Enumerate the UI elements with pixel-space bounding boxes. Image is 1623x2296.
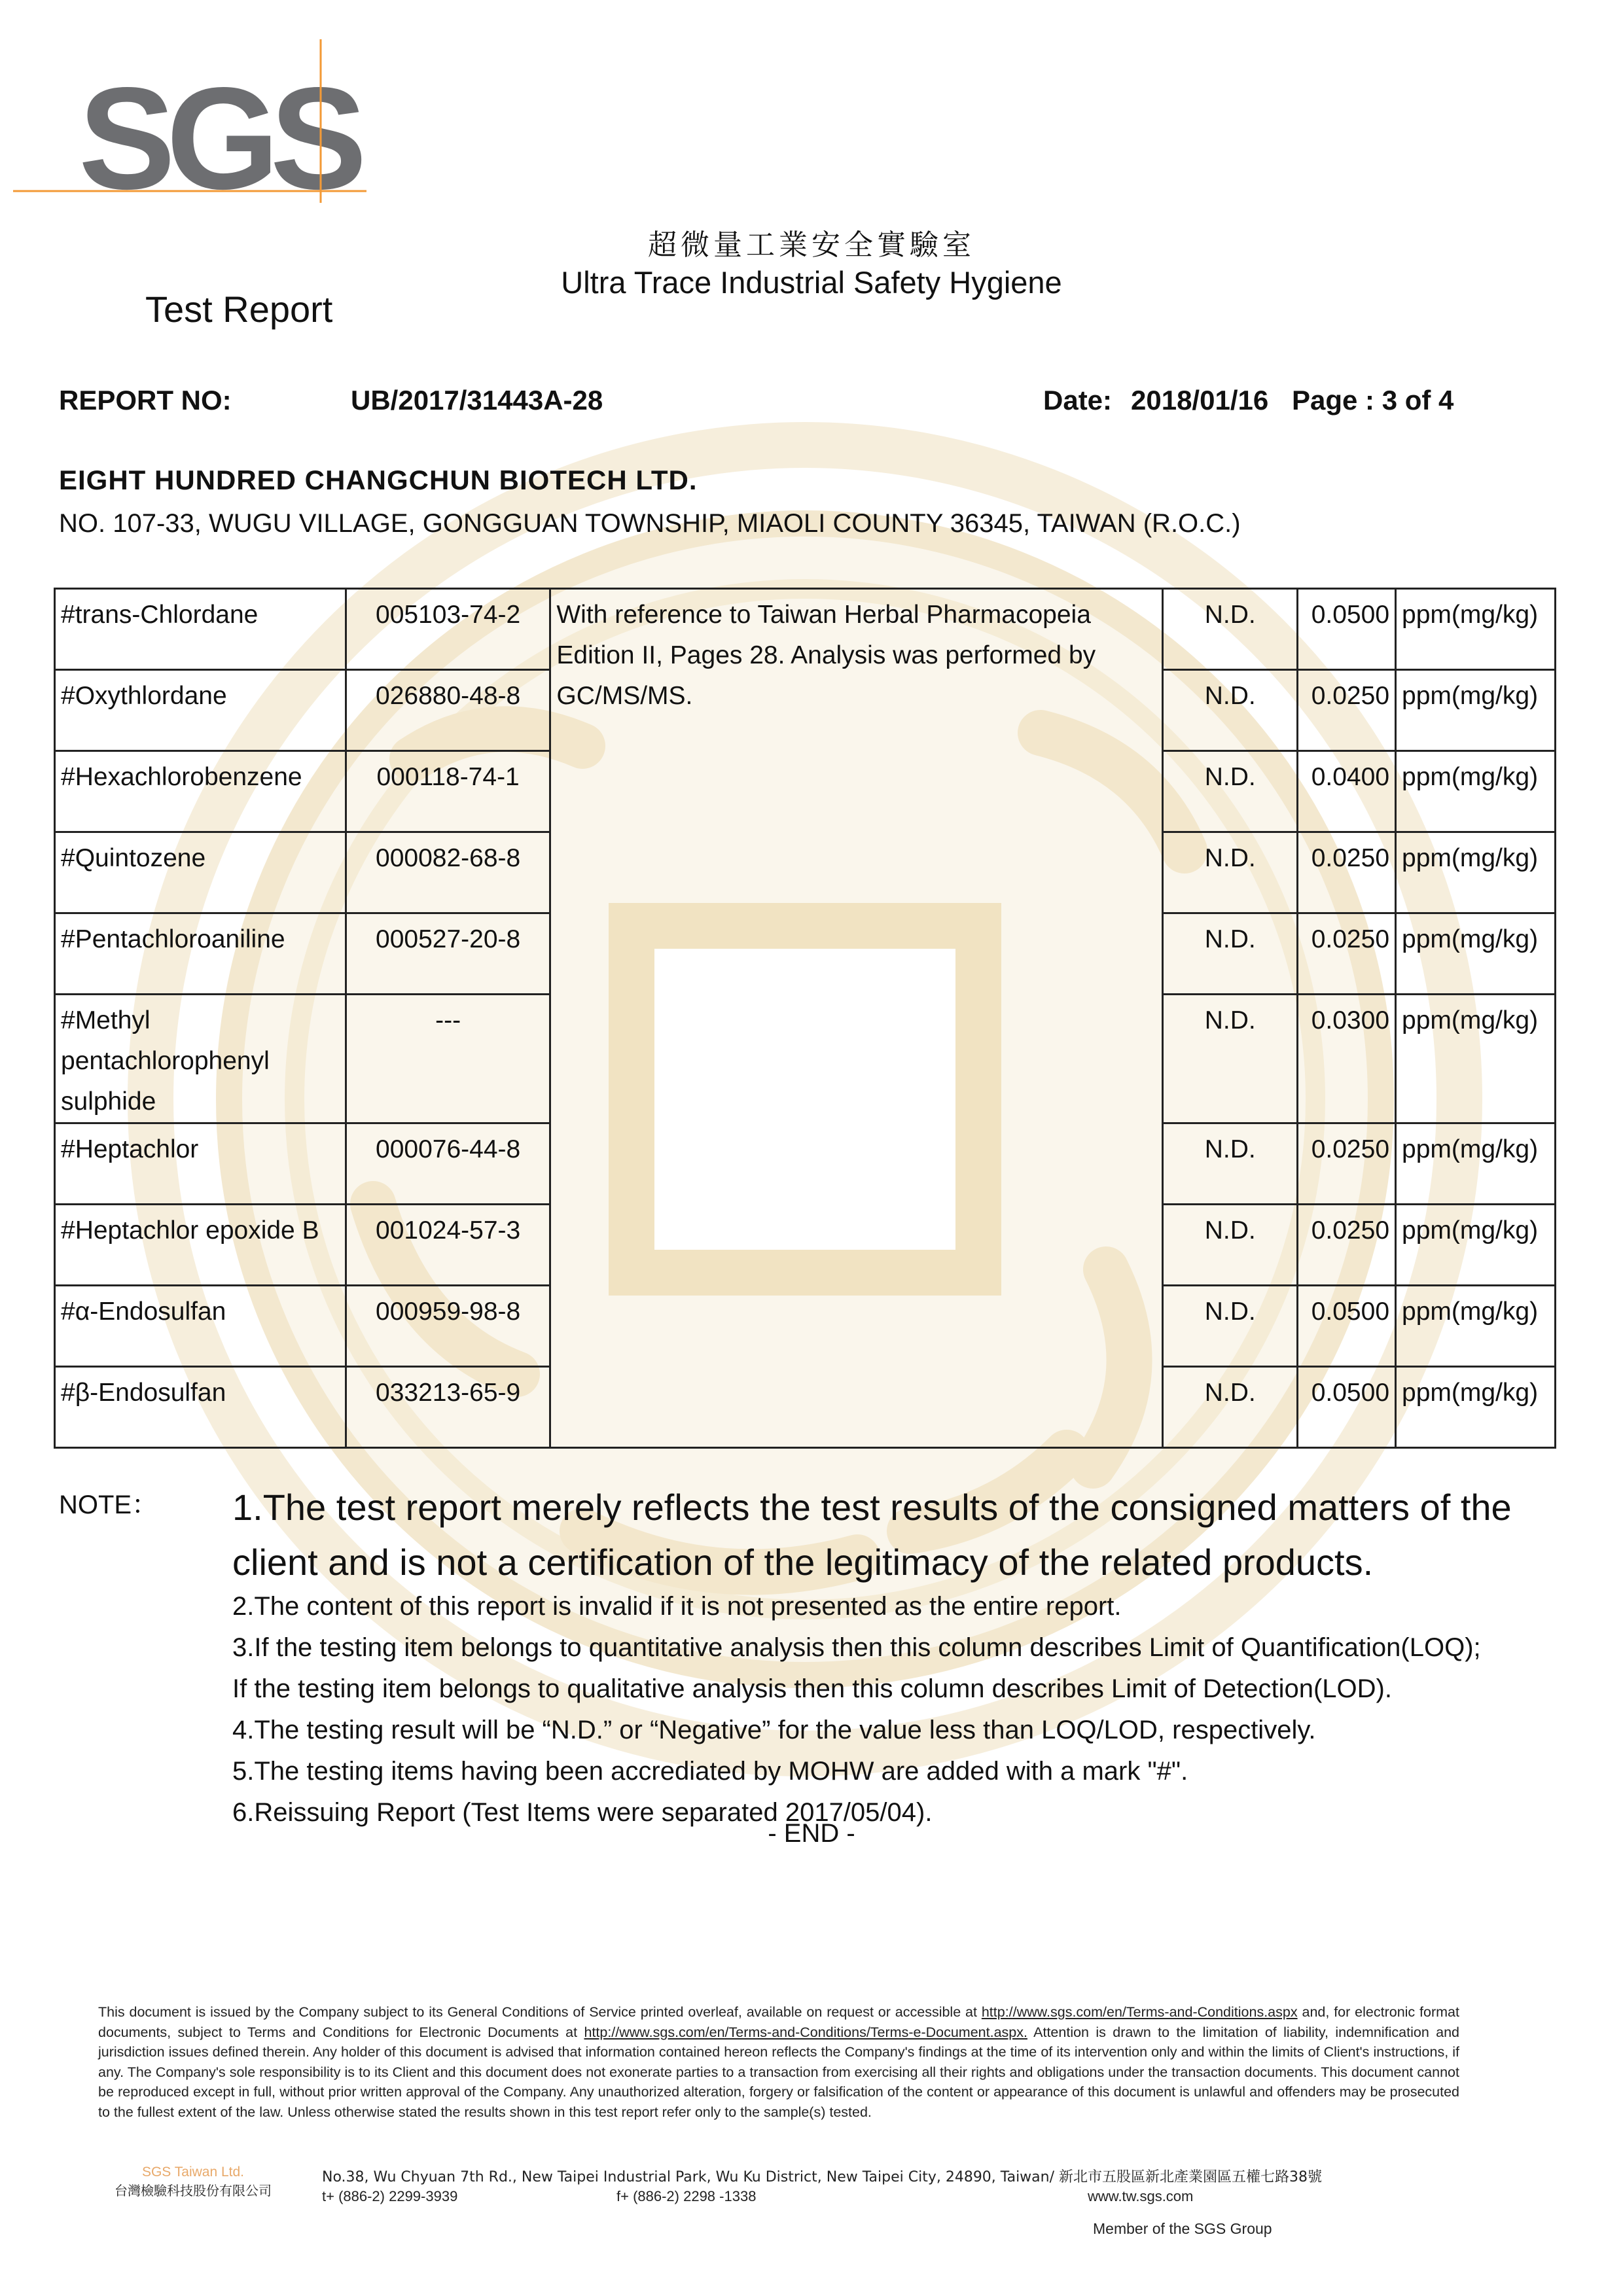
sgs-logo bbox=[13, 39, 380, 203]
limit-value: 0.0500 bbox=[1298, 1367, 1396, 1448]
cas-number: --- bbox=[346, 995, 550, 1123]
e-document-terms-link[interactable]: http://www.sgs.com/en/Terms-and-Conditions/Terms-e-Document.aspx. bbox=[584, 2024, 1027, 2040]
company-name-en: SGS Taiwan Ltd. bbox=[141, 2164, 245, 2180]
test-result: N.D. bbox=[1163, 913, 1298, 995]
test-item: #Methyl pentachlorophenyl sulphide bbox=[55, 995, 346, 1123]
cas-number: 000118-74-1 bbox=[346, 751, 550, 832]
test-result: N.D. bbox=[1163, 670, 1298, 751]
limit-value: 0.0250 bbox=[1298, 913, 1396, 995]
limit-value: 0.0250 bbox=[1298, 1123, 1396, 1205]
footer-address: No.38, Wu Chyuan 7th Rd., New Taipei Industrial Park, Wu Ku District, New Taipei City, 24890, Taiwan/ 新北市五股區新北產業園區五權七路38號 bbox=[322, 2169, 1323, 2185]
test-result: N.D. bbox=[1163, 1367, 1298, 1448]
test-result: N.D. bbox=[1163, 832, 1298, 913]
note-3a: 3.If the testing item belongs to quantitative analysis then this column describes Limit of Quantification(LOQ); bbox=[232, 1633, 1481, 1662]
footer-fax: f+ (886-2) 2298 -1338 bbox=[616, 2188, 757, 2204]
test-result: N.D. bbox=[1163, 1286, 1298, 1367]
cas-number: 026880-48-8 bbox=[346, 670, 550, 751]
test-result: N.D. bbox=[1163, 1205, 1298, 1286]
limit-value: 0.0500 bbox=[1298, 1286, 1396, 1367]
logo-text: SGS bbox=[79, 58, 358, 203]
legal-text-1: This document is issued by the Company subject to its General Conditions of Service printed overleaf, available on request or accessible at bbox=[98, 2004, 977, 2020]
page-indicator: Page : 3 of 4 bbox=[1292, 385, 1454, 415]
footer-tel: t+ (886-2) 2299-3939 bbox=[322, 2188, 458, 2204]
unit: ppm(mg/kg) bbox=[1396, 670, 1556, 751]
lab-name-chinese: 超微量工業安全實驗室 bbox=[648, 228, 975, 262]
test-method: With reference to Taiwan Herbal Pharmacopeia Edition II, Pages 28. Analysis was performed by GC/MS/MS. bbox=[550, 589, 1163, 1448]
test-result: N.D. bbox=[1163, 995, 1298, 1123]
cas-number: 000076-44-8 bbox=[346, 1123, 550, 1205]
test-item: #α-Endosulfan bbox=[55, 1286, 346, 1367]
unit: ppm(mg/kg) bbox=[1396, 751, 1556, 832]
test-item: #Heptachlor bbox=[55, 1123, 346, 1205]
company-name-zh: 台灣檢驗科技股份有限公司 bbox=[115, 2183, 272, 2199]
cas-number: 000082-68-8 bbox=[346, 832, 550, 913]
test-item: #Pentachloroaniline bbox=[55, 913, 346, 995]
terms-link[interactable]: http://www.sgs.com/en/Terms-and-Conditions.aspx bbox=[981, 2004, 1298, 2020]
footer-company bbox=[98, 2164, 288, 2199]
note-4: 4.The testing result will be “N.D.” or “Negative” for the value less than LOQ/LOD, respectively. bbox=[232, 1716, 1316, 1744]
test-item: #trans-Chlordane bbox=[55, 589, 346, 670]
test-item: #Oxythlordane bbox=[55, 670, 346, 751]
lab-name-english: Ultra Trace Industrial Safety Hygiene bbox=[561, 265, 1062, 300]
report-date-label: Date: bbox=[1043, 385, 1113, 415]
results-table bbox=[54, 588, 1556, 1449]
limit-value: 0.0300 bbox=[1298, 995, 1396, 1123]
cas-number: 033213-65-9 bbox=[346, 1367, 550, 1448]
limit-value: 0.0400 bbox=[1298, 751, 1396, 832]
cas-number: 005103-74-2 bbox=[346, 589, 550, 670]
table-row bbox=[55, 589, 1556, 670]
note-label: NOTE： bbox=[59, 1491, 158, 1519]
client-address: NO. 107-33, WUGU VILLAGE, GONGGUAN TOWNSHIP, MIAOLI COUNTY 36345, TAIWAN (R.O.C.) bbox=[59, 509, 1241, 538]
unit: ppm(mg/kg) bbox=[1396, 1286, 1556, 1367]
footer-website: www.tw.sgs.com bbox=[1088, 2188, 1194, 2204]
cas-number: 000527-20-8 bbox=[346, 913, 550, 995]
test-item: #Hexachlorobenzene bbox=[55, 751, 346, 832]
test-result: N.D. bbox=[1163, 1123, 1298, 1205]
note-3b: If the testing item belongs to qualitative analysis then this column describes Limit of Detection(LOD). bbox=[232, 1674, 1392, 1703]
limit-value: 0.0500 bbox=[1298, 589, 1396, 670]
unit: ppm(mg/kg) bbox=[1396, 1123, 1556, 1205]
test-item: #β-Endosulfan bbox=[55, 1367, 346, 1448]
limit-value: 0.0250 bbox=[1298, 670, 1396, 751]
cas-number: 000959-98-8 bbox=[346, 1286, 550, 1367]
unit: ppm(mg/kg) bbox=[1396, 913, 1556, 995]
report-no-value: UB/2017/31443A-28 bbox=[351, 385, 603, 415]
cas-number: 001024-57-3 bbox=[346, 1205, 550, 1286]
report-no-label: REPORT NO: bbox=[59, 385, 232, 415]
test-result: N.D. bbox=[1163, 589, 1298, 670]
unit: ppm(mg/kg) bbox=[1396, 1205, 1556, 1286]
unit: ppm(mg/kg) bbox=[1396, 995, 1556, 1123]
notes-list bbox=[232, 1586, 1580, 1833]
note-1: 1.The test report merely reflects the test results of the consigned matters of the client and is not a certification of the legitimacy of the related products. bbox=[232, 1487, 1512, 1583]
note-6: 6.Reissuing Report (Test Items were separated 2017/05/04). bbox=[232, 1798, 933, 1827]
test-result: N.D. bbox=[1163, 751, 1298, 832]
unit: ppm(mg/kg) bbox=[1396, 1367, 1556, 1448]
member-of-sgs-group: Member of the SGS Group bbox=[1093, 2220, 1272, 2237]
legal-text-2: and, for electronic format documents, subject to Terms and Conditions for Electronic Documents at bbox=[98, 2004, 1459, 2040]
legal-text-3: Attention is drawn to the limitation of liability, indemnification and jurisdiction issues defined therein. Any holder of this document is advised that information contained hereon reflects the Company's findings at the time of its intervention only and within the limits of Client's instructions, if any. The Company's sole responsibility is to its Client and this document does not exonerate parties to a transaction from exercising all their rights and obligations under the transaction documents. This document cannot be reproduced except in full, without prior written approval of the Company. Any unauthorized alteration, forgery or falsification of the content or appearance of this document is unlawful and offenders may be prosecuted to the fullest extent of the law. Unless otherwise stated the results shown in this test report refer only to the sample(s) tested. bbox=[98, 2024, 1460, 2120]
client-name: EIGHT HUNDRED CHANGCHUN BIOTECH LTD. bbox=[59, 465, 698, 495]
report-title: Test Report bbox=[145, 289, 333, 330]
limit-value: 0.0250 bbox=[1298, 832, 1396, 913]
unit: ppm(mg/kg) bbox=[1396, 832, 1556, 913]
test-item: #Quintozene bbox=[55, 832, 346, 913]
legal-disclaimer bbox=[98, 2002, 1459, 2122]
limit-value: 0.0250 bbox=[1298, 1205, 1396, 1286]
unit: ppm(mg/kg) bbox=[1396, 589, 1556, 670]
report-date-value: 2018/01/16 bbox=[1131, 385, 1269, 415]
end-marker: - END - bbox=[768, 1819, 855, 1848]
note-5: 5.The testing items having been accrediated by MOHW are added with a mark "#". bbox=[232, 1757, 1188, 1786]
note-2: 2.The content of this report is invalid if it is not presented as the entire report. bbox=[232, 1592, 1122, 1621]
test-item: #Heptachlor epoxide B bbox=[55, 1205, 346, 1286]
